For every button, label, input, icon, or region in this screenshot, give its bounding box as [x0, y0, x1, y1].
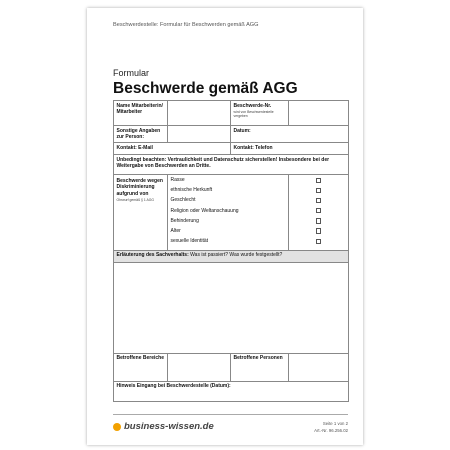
- document-page: [87, 8, 363, 445]
- business-wissen-logo: [113, 421, 214, 432]
- beschwerde-nr-field[interactable]: [289, 101, 349, 126]
- discrimination-item: sexuelle Identität: [170, 238, 209, 245]
- checkbox[interactable]: [316, 239, 321, 244]
- sachverhalt-header: [114, 250, 349, 262]
- checkbox[interactable]: [316, 178, 321, 183]
- checkbox[interactable]: [316, 218, 321, 223]
- sonstige-field[interactable]: [168, 126, 231, 143]
- confidentiality-notice: Unbedingt beachten: Vertraulichkeit und Datenschutz sicherstellen! Insbesondere bei der Weitergabe von Beschwerden an Dritte.: [114, 155, 349, 175]
- complaint-form-table: [113, 100, 349, 402]
- discrimination-item: Behinderung: [170, 217, 199, 224]
- betroffene-bereiche-field[interactable]: [168, 353, 231, 381]
- telefon-field[interactable]: Kontakt: Telefon: [231, 143, 349, 155]
- checkbox[interactable]: [316, 228, 321, 233]
- sachverhalt-field[interactable]: [114, 262, 349, 353]
- checkbox-column: [289, 175, 349, 251]
- checkbox[interactable]: [316, 188, 321, 193]
- name-label: Name Mitarbeiterin/ Mitarbeiter: [114, 101, 168, 126]
- discrimination-item: Rasse: [170, 177, 185, 183]
- discrimination-item: Religion oder Weltanschauung: [170, 207, 239, 214]
- footer-divider: [113, 414, 348, 415]
- article-number: Art.-Nr. 96.256.02: [314, 428, 348, 434]
- logo-dot-icon: [113, 423, 121, 431]
- betroffene-bereiche-label: Betroffene Bereiche: [114, 353, 168, 381]
- discrimination-label-cell: [114, 175, 168, 251]
- footer-info: [314, 420, 348, 435]
- beschwerde-nr-cell: [231, 101, 289, 126]
- beschwerde-nr-label: Beschwerde-Nr.: [233, 102, 272, 109]
- discrimination-item: Alter: [170, 227, 181, 234]
- discrimination-item: ethnische Herkunft: [170, 187, 213, 194]
- betroffene-personen-label: Betroffene Personen: [231, 353, 289, 381]
- datum-field[interactable]: Datum:: [231, 126, 349, 143]
- checkbox[interactable]: [316, 208, 321, 213]
- beschwerde-nr-note: wird von Beschwerdestelle vergeben: [233, 109, 274, 118]
- sachverhalt-label: Erläuterung des Sachverhalts:: [116, 252, 189, 259]
- betroffene-personen-field[interactable]: [289, 353, 349, 381]
- email-field[interactable]: Kontakt: E-Mail: [114, 143, 231, 155]
- discrimination-item: Geschlecht: [170, 197, 196, 204]
- header-line: Beschwerdestelle: Formular für Beschwerden gemäß AGG: [113, 22, 259, 28]
- discrimination-label: Beschwerde wegen Diskriminierung aufgrund von: [116, 178, 163, 197]
- form-title: Beschwerde gemäß AGG: [113, 80, 298, 97]
- page-number: Seite 1 von 2: [322, 421, 348, 426]
- form-subtitle: Formular: [113, 68, 150, 78]
- logo-text: business-wissen.de: [124, 421, 214, 432]
- discrimination-note: Ohrwurf gemäß § 1 AGG: [116, 197, 154, 202]
- hinweis-field[interactable]: Hinweis Eingang bei Beschwerdestelle (Datum):: [114, 381, 349, 401]
- sonstige-label: Sonstige Angaben zur Person:: [114, 126, 168, 143]
- name-field[interactable]: [168, 101, 231, 126]
- sachverhalt-prompt: Was ist passiert? Was wurde festgestellt?: [190, 252, 283, 259]
- discrimination-list: [168, 175, 289, 251]
- checkbox[interactable]: [316, 198, 321, 203]
